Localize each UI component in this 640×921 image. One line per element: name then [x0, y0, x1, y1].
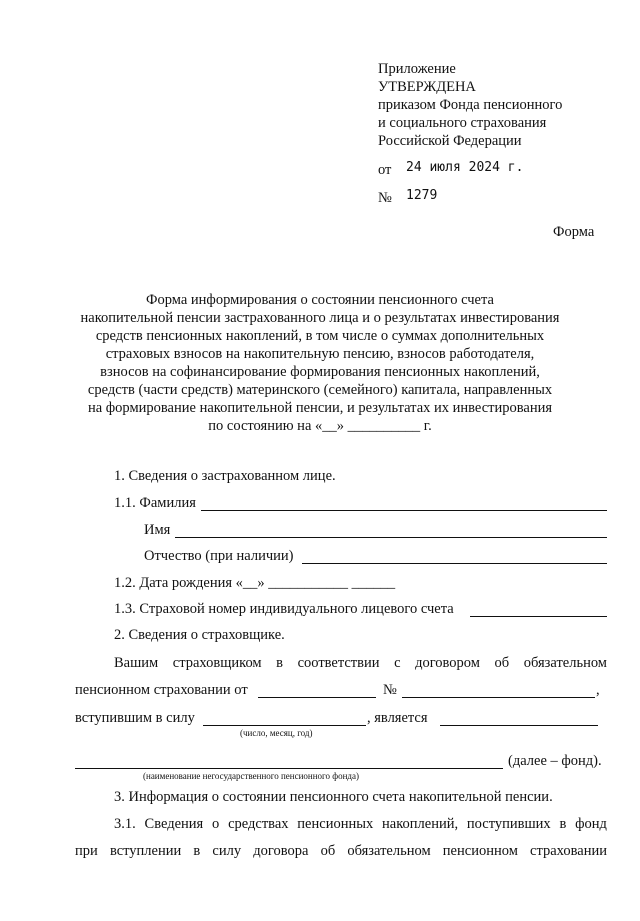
is-label: , является	[367, 710, 428, 726]
contract-comma: ,	[596, 682, 600, 698]
word: обязательном	[523, 655, 607, 671]
insurer-field[interactable]	[440, 725, 598, 726]
title-line-6: средств (части средств) материнского (семейного) капитала, направленных	[87, 382, 553, 398]
word: об	[320, 843, 336, 859]
approval-country: Российской Федерации	[378, 133, 522, 149]
word: страховании	[530, 843, 607, 859]
approval-date-prefix: от	[378, 162, 392, 178]
approval-appendix: Приложение	[378, 61, 456, 77]
approval-order: приказом Фонда пенсионного	[378, 97, 563, 113]
word: о	[212, 816, 220, 832]
word: поступивших	[466, 816, 551, 832]
word: в	[559, 816, 567, 832]
section2-paragraph-line-1	[114, 655, 607, 672]
surname-field[interactable]	[201, 510, 607, 511]
approval-number-prefix: №	[378, 190, 392, 206]
title-line-4: страховых взносов на накопительную пенсию, взносов работодателя,	[105, 346, 535, 362]
word: договором	[415, 655, 480, 671]
section2-heading: 2. Сведения о страховщике.	[114, 627, 285, 643]
word: при	[75, 843, 98, 859]
word: в	[276, 655, 284, 671]
fund-suffix: (далее – фонд).	[508, 753, 602, 769]
surname-label: 1.1. Фамилия	[114, 495, 196, 511]
word: с	[394, 655, 401, 671]
section3-paragraph-line-1	[114, 816, 607, 833]
date-hint: (число, месяц, год)	[240, 728, 313, 738]
approval-date: 24 июля 2024 г.	[406, 160, 524, 175]
word: договора	[253, 843, 309, 859]
effective-date-label: вступившим в силу	[75, 710, 195, 726]
effective-date-field[interactable]	[203, 725, 366, 726]
word: Сведения	[144, 816, 204, 832]
contract-date-field[interactable]	[258, 697, 376, 698]
word: вступлении	[109, 843, 182, 859]
approval-fund: и социального страхования	[378, 115, 547, 131]
word: средствах	[228, 816, 289, 832]
word: пенсионных	[297, 816, 374, 832]
word: об	[494, 655, 510, 671]
contract-number-sign: №	[383, 682, 397, 698]
birth-date-label: 1.2. Дата рождения «__» ___________ ______	[114, 575, 396, 591]
title-line-2: накопительной пенсии застрахованного лица и о результатах инвестирования	[80, 310, 560, 326]
title-line-7: на формирование накопительной пенсии, и результатах их инвестирования	[87, 400, 553, 416]
word: соответствии	[297, 655, 380, 671]
word: пенсионном	[442, 843, 518, 859]
section3-heading: 3. Информация о состоянии пенсионного счета накопительной пенсии.	[114, 789, 553, 805]
snils-label: 1.3. Страховой номер индивидуального лицевого счета	[114, 601, 454, 617]
approval-number: 1279	[406, 188, 438, 203]
word: страховщиком	[172, 655, 262, 671]
word: 3.1.	[114, 816, 136, 832]
word: накоплений,	[382, 816, 459, 832]
title-line-1: Форма информирования о состоянии пенсионного счета	[146, 292, 494, 308]
word: фонд	[575, 816, 607, 832]
word: Вашим	[114, 655, 159, 671]
word: в	[193, 843, 201, 859]
snils-field[interactable]	[470, 616, 607, 617]
name-field[interactable]	[175, 537, 607, 538]
contract-date-label: пенсионном страховании от	[75, 682, 248, 698]
form-label: Форма	[553, 224, 595, 240]
title-line-5: взносов на софинансирование формирования пенсионных накоплений,	[100, 364, 540, 380]
word: силу	[212, 843, 242, 859]
patronymic-field[interactable]	[302, 563, 607, 564]
section3-paragraph-line-2	[75, 843, 607, 860]
title-line-8: по состоянию на «__» __________ г.	[208, 418, 432, 434]
approval-approved: УТВЕРЖДЕНА	[378, 79, 476, 95]
name-label: Имя	[144, 522, 171, 538]
fund-name-hint: (наименование негосударственного пенсионного фонда)	[143, 771, 359, 781]
fund-name-field[interactable]	[75, 768, 503, 769]
section1-heading: 1. Сведения о застрахованном лице.	[114, 468, 336, 484]
contract-number-field[interactable]	[402, 697, 595, 698]
patronymic-label: Отчество (при наличии)	[144, 548, 294, 564]
word: обязательном	[347, 843, 431, 859]
title-line-3: средств пенсионных накоплений, в том числе о суммах дополнительных	[95, 328, 545, 344]
